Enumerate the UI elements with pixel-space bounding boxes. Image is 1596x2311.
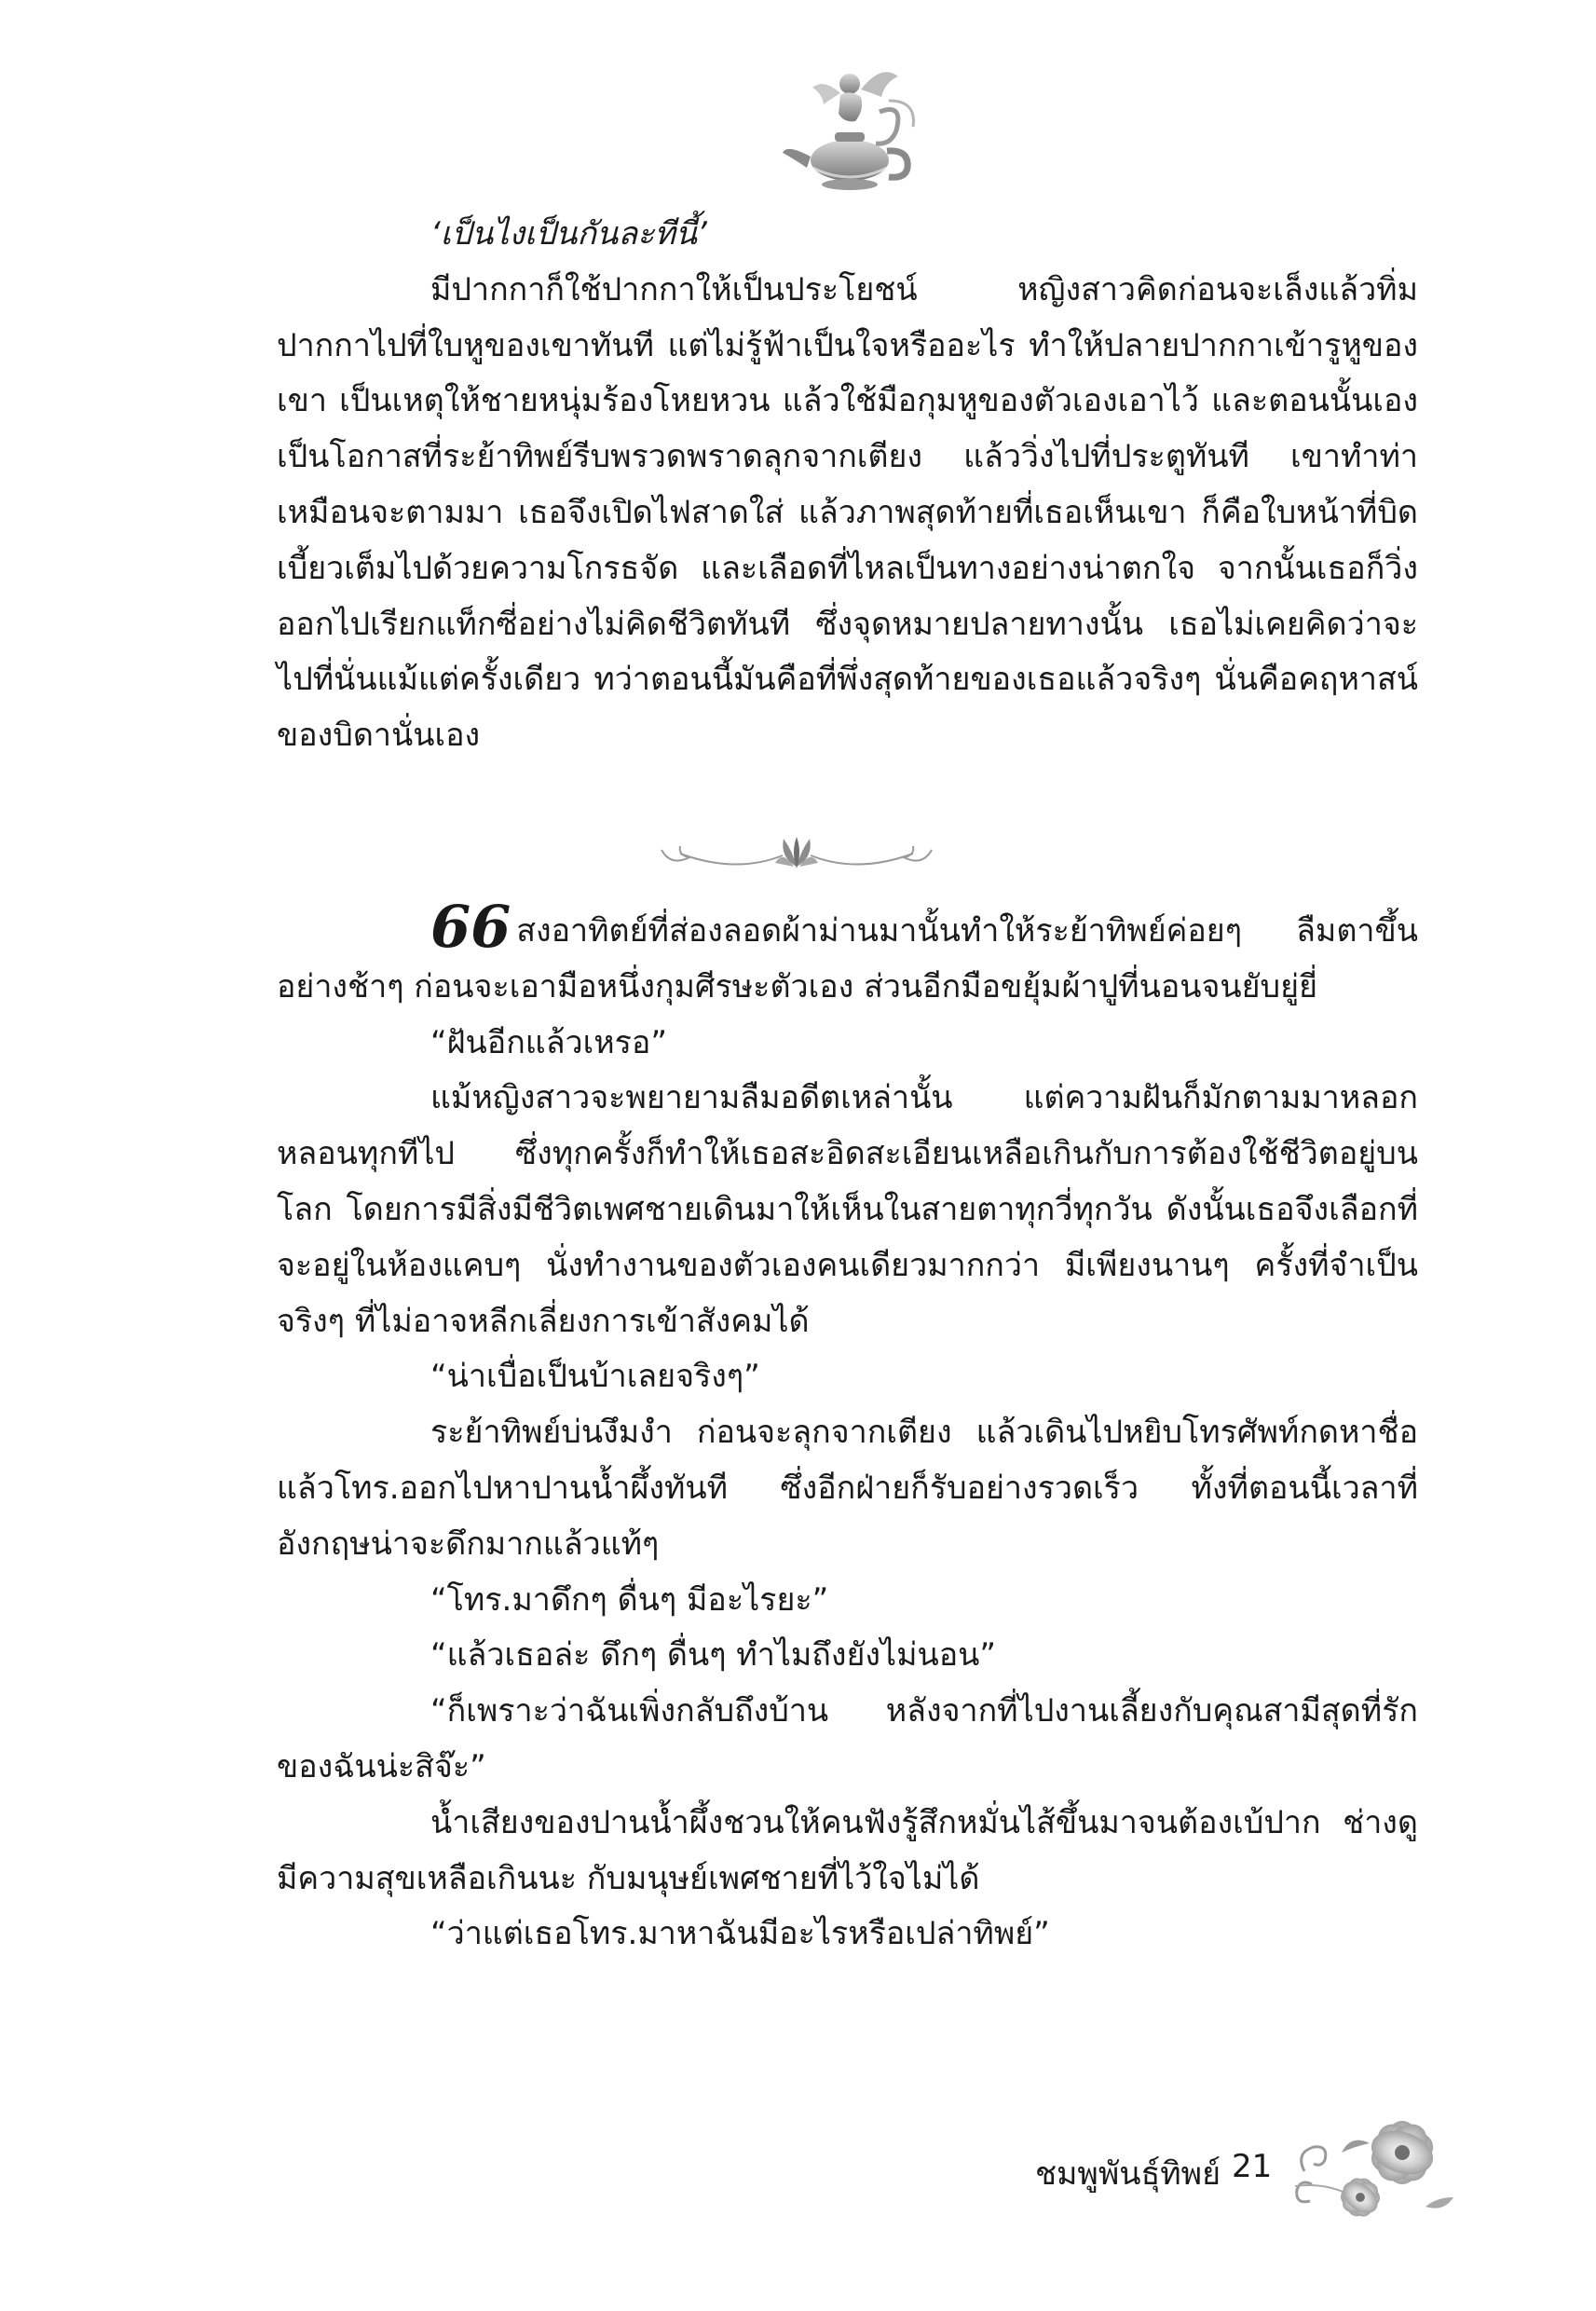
paragraph: น้ำเสียงของปานน้ำผึ้งชวนให้คนฟังรู้สึกหมั่นไส้ขึ้นมาจนต้องเบ้ปาก ช่างดูมีความสุขเหลือเกินนะ กับมนุษย์เพศชายที่ไว้ใจไม่ได้ [277, 1803, 1418, 1897]
dialogue-line: “แล้วเธอล่ะ ดึกๆ ดื่นๆ ทำไมถึงยังไม่นอน” [430, 1636, 997, 1675]
paragraph-opening [277, 893, 1418, 1016]
dialogue-line: “ก็เพราะว่าฉันเพิ่งกลับถึงบ้าน หลังจากที่ไปงานเลี้ยงกับคุณสามีสุดที่รักของฉันน่ะสิจ๊ะ” [277, 1692, 1418, 1785]
page-number: 21 [1232, 2148, 1273, 2185]
paragraph: แม้หญิงสาวจะพยายามลืมอดีตเหล่านั้น แต่ความฝันก็มักตามมาหลอกหลอนทุกทีไป ซึ่งทุกครั้งก็ทำให้เธอสะอิดสะเอียนเหลือเกินกับการต้องใช้ชีวิตอยู่บนโลก โดยการมีสิ่งมีชีวิตเพศชายเดินมาให้เห็นในสายตาทุกวี่ทุกวัน ดังนั้นเธอจึงเลือกที่จะอยู่ในห้องแคบๆ นั่งทำงานของตัวเองคนเดียวมากกว่า มีเพียงนานๆ ครั้งที่จำเป็นจริงๆ ที่ไม่อาจหลีกเลี่ยงการเข้าสังคมได้ [277, 1079, 1418, 1340]
dialogue-line: “โทร.มาดึกๆ ดื่นๆ มีอะไรยะ” [430, 1580, 829, 1619]
passage-first [277, 207, 1418, 764]
paragraph: ระย้าทิพย์บ่นงึมงำ ก่อนจะลุกจากเตียง แล้วเดินไปหยิบโทรศัพท์กดหาชื่อแล้วโทร.ออกไปหาปานน้ำผึ้งทันที ซึ่งอีกฝ่ายก็รับอย่างรวดเร็ว ทั้งที่ตอนนี้เวลาที่อังกฤษน่าจะดึกมากแล้วแท้ๆ [277, 1414, 1418, 1563]
dialogue-line: “ว่าแต่เธอโทร.มาหาฉันมีอะไรหรือเปล่าทิพย์” [430, 1915, 1050, 1953]
cherub-teapot-ornament-icon [775, 56, 943, 205]
book-title: ชมพูพันธุ์ทิพย์ [1034, 2155, 1221, 2193]
lotus-flourish-divider-icon [652, 829, 941, 885]
paragraph: มีปากกาก็ใช้ปากกาให้เป็นประโยชน์ หญิงสาวคิดก่อนจะเล็งแล้วทิ่มปากกาไปที่ใบหูของเขาทันที แต่ไม่รู้ฟ้าเป็นใจหรืออะไร ทำให้ปลายปากกาเข้ารูหูของเขา เป็นเหตุให้ชายหนุ่มร้องโหยหวน แล้วใช้มือกุมหูของตัวเองเอาไว้ และตอนนั้นเองเป็นโอกาสที่ระย้าทิพย์รีบพรวดพราดลุกจากเตียง แล้ววิ่งไปที่ประตูทันที เขาทำท่าเหมือนจะตามมา เธอจึงเปิดไฟสาดใส่ แล้วภาพสุดท้ายที่เธอเห็นเขา ก็คือใบหน้าที่บิดเบี้ยวเต็มไปด้วยความโกรธจัด และเลือดที่ไหลเป็นทางอย่างน่าตกใจ จากนั้นเธอก็วิ่งออกไปเรียกแท็กซี่อย่างไม่คิดชีวิตทันที ซึ่งจุดหมายปลายทางนั้น เธอไม่เคยคิดว่าจะไปที่นั่นแม้แต่ครั้งเดียว ทว่าตอนนี้มันคือที่พึ่งสุดท้ายของเธอแล้วจริงๆ นั่นคือคฤหาสน์ของบิดานั่นเอง [277, 270, 1418, 755]
opening-quote-mark: 66 [430, 893, 512, 961]
flower-ornament-icon [1286, 2097, 1463, 2236]
dialogue-line: “ฝันอีกแล้วเหรอ” [430, 1023, 667, 1061]
paragraph-thought: ‘เป็นไงเป็นกันละทีนี้’ [430, 215, 707, 253]
passage-second [277, 893, 1418, 1962]
opening-text: สงอาทิตย์ที่ส่องลอดผ้าม่านมานั้นทำให้ระย้าทิพย์ค่อยๆ ลืมตาขึ้นอย่างช้าๆ ก่อนจะเอามือหนึ่งกุมศีรษะตัวเอง ส่วนอีกมือขยุ้มผ้าปูที่นอนจนยับยู่ยี่ [277, 912, 1418, 1005]
dialogue-line: “น่าเบื่อเป็นบ้าเลยจริงๆ” [430, 1358, 760, 1396]
